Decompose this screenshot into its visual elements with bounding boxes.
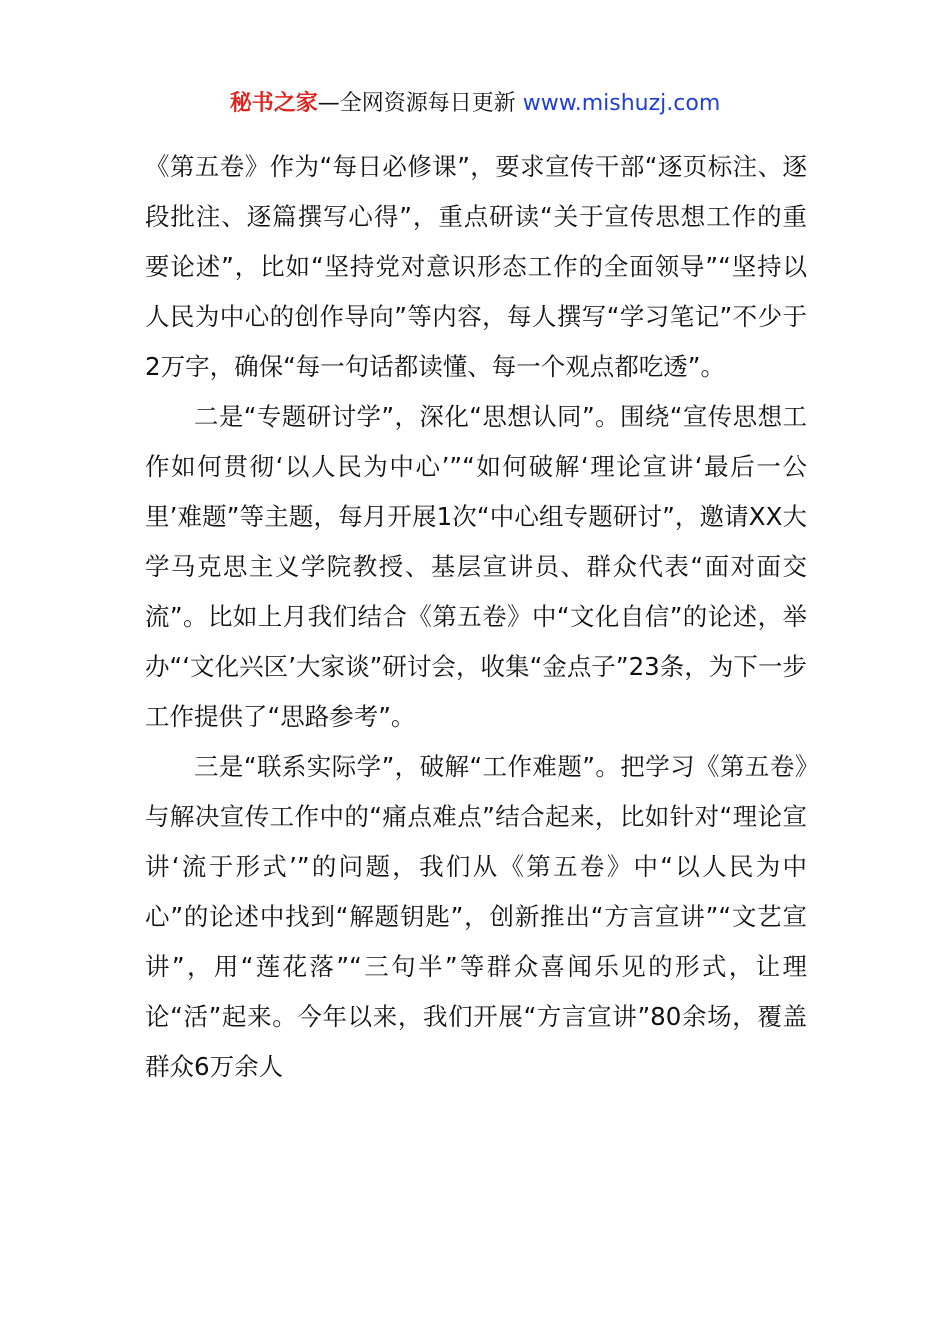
paragraph-practical-study: 三是“联系实际学”，破解“工作难题”。把学习《第五卷》与解决宣传工作中的“痛点难点”结合起来，比如针对“理论宣讲‘流于形式’”的问题，我们从《第五卷》中“以人民为中心”的论述中找到“解题钥匙”，创新推出“方言宣讲”“文艺宣讲”，用“莲花落”“三句半”等群众喜闻乐见的形式，让理论“活”起来。今年以来，我们开展“方言宣讲”80余场，覆盖群众6万余人 xyxy=(145,752,807,1081)
paragraph-topic-study: 二是“专题研讨学”，深化“思想认同”。围绕“宣传思想工作如何贯彻‘以人民为中心’”“如何破解‘理论宣讲‘最后一公里’难题”等主题，每月开展1次“中心组专题研讨”，邀请XX大学马克思主义学院教授、基层宣讲员、群众代表“面对面交流”。比如上月我们结合《第五卷》中“文化自信”的论述，举办“‘文化兴区’大家谈”研讨会，收集“金点子”23条，为下一步工作提供了“思路参考”。 xyxy=(145,402,807,731)
brand-name: 秘书之家 xyxy=(229,91,318,116)
header-tagline: —全网资源每日更新 xyxy=(317,91,523,116)
page-header xyxy=(0,88,950,120)
paragraph-continuation: 《第五卷》作为“每日必修课”，要求宣传干部“逐页标注、逐段批注、逐篇撰写心得”，重点研读“关于宣传思想工作的重要论述”，比如“坚持党对意识形态工作的全面领导”“坚持以人民为中心的创作导向”等内容，每人撰写“学习笔记”不少于2万字，确保“每一句话都读懂、每一个观点都吃透”。 xyxy=(145,152,807,381)
website-url[interactable]: www.mishuzj.com xyxy=(522,91,721,116)
document-body xyxy=(145,142,807,1092)
